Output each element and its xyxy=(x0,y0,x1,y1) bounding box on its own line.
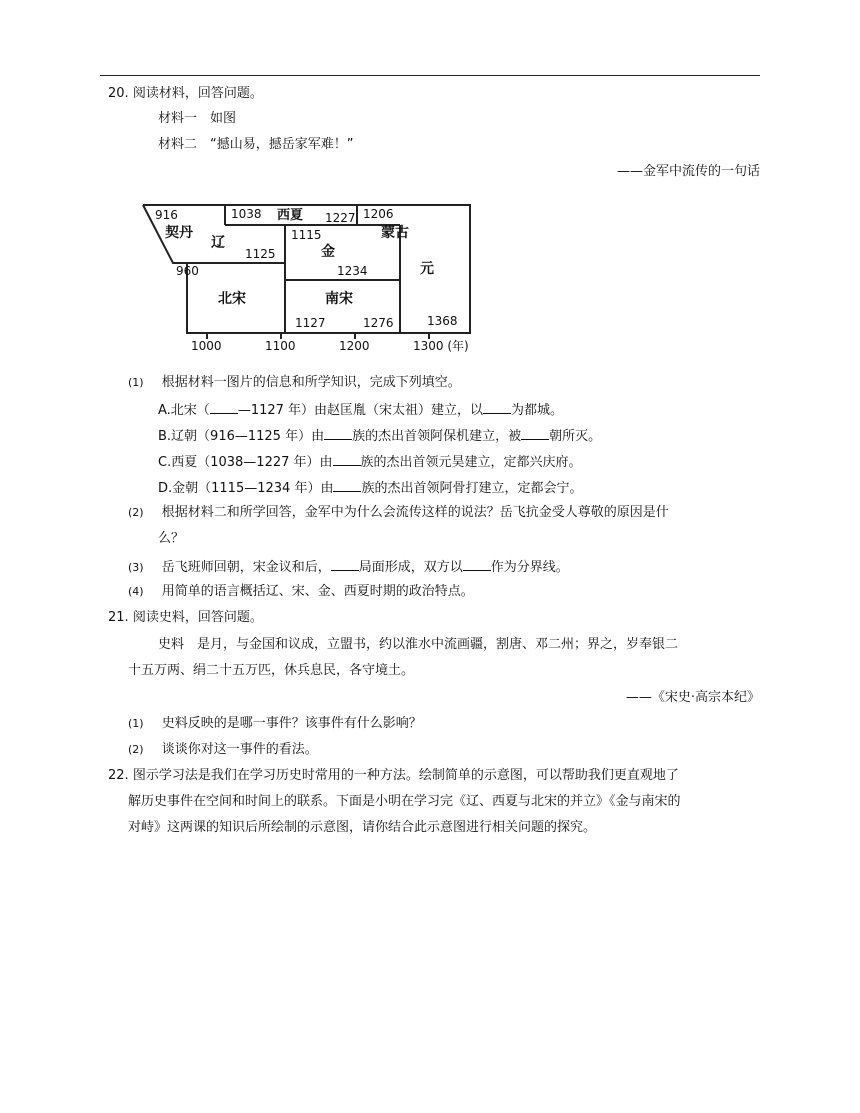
label-beisong: 北宋 xyxy=(218,291,246,307)
axis-tick-1200: 1200 xyxy=(339,339,370,353)
question-text: 图示学习法是我们在学习历史时常用的一种方法。绘制简单的示意图，可以帮助我们更直观地了 xyxy=(132,768,679,783)
sub-text: 根据材料二和所学回答，金军中为什么会流传这样的说法？岳飞抗金受人尊敬的原因是什 xyxy=(161,505,669,520)
q21-source-citation: ——《宋史·高宗本纪》 xyxy=(625,690,760,705)
material-2-source: ——金军中流传的一句话 xyxy=(616,164,760,179)
fill-text: 朝所灭。 xyxy=(549,429,602,444)
q20-sub1-d xyxy=(158,478,582,498)
question-number: 20. xyxy=(108,86,129,101)
q20-sub2 xyxy=(128,504,669,522)
label-1234: 1234 xyxy=(337,264,368,278)
dynasty-timeline-diagram xyxy=(135,195,485,355)
label-qidan: 契丹 xyxy=(165,225,193,241)
fill-text: A.北宋（ xyxy=(158,403,210,418)
label-1227: 1227 xyxy=(325,211,356,225)
material-1: 材料一 如图 xyxy=(158,111,237,126)
q20-sub3 xyxy=(128,557,569,577)
sub-text: 谈谈你对这一事件的看法。 xyxy=(161,742,318,757)
axis-tick-1100: 1100 xyxy=(265,339,296,353)
q20-sub4 xyxy=(128,583,474,601)
label-1206: 1206 xyxy=(363,207,394,221)
question-number: 21. xyxy=(108,610,129,625)
sub-number: (2) xyxy=(128,743,144,756)
label-liao: 辽 xyxy=(211,235,225,251)
material-2: 材料二 “撼山易，撼岳家军难！” xyxy=(158,137,354,152)
label-menggu: 蒙古 xyxy=(381,225,409,241)
question-22-cont-1: 解历史事件在空间和时间上的联系。下面是小明在学习完《辽、西夏与北宋的并立》《金与南宋的 xyxy=(128,794,681,809)
q20-sub1-a xyxy=(158,400,563,420)
q21-source-text-2: 十五万两、绢二十五万匹，休兵息民，各守境土。 xyxy=(128,663,415,678)
answer-blank[interactable] xyxy=(521,426,549,440)
answer-blank[interactable] xyxy=(333,452,361,466)
question-22 xyxy=(108,767,679,785)
q20-sub1-b xyxy=(158,426,601,446)
label-nansong: 南宋 xyxy=(325,291,353,307)
label-yuan: 元 xyxy=(420,261,434,277)
label-xixia: 西夏 xyxy=(277,208,304,223)
q21-sub2 xyxy=(128,741,318,759)
sub-number: (3) xyxy=(128,561,144,574)
question-22-cont-2: 对峙》这两课的知识后所绘制的示意图，请你结合此示意图进行相关问题的探究。 xyxy=(128,820,597,835)
q20-sub1-c xyxy=(158,452,582,472)
sub-number: (1) xyxy=(128,376,144,389)
fill-text: 作为分界线。 xyxy=(490,560,569,575)
answer-blank[interactable] xyxy=(210,400,238,414)
q20-sub2-cont: 么？ xyxy=(158,531,185,546)
question-20-header xyxy=(108,85,263,103)
question-21-header xyxy=(108,609,263,627)
sub-text: 史料反映的是哪一事件？该事件有什么影响？ xyxy=(161,716,422,731)
label-1127: 1127 xyxy=(295,316,326,330)
answer-blank[interactable] xyxy=(333,478,361,492)
question-prompt: 阅读史料，回答问题。 xyxy=(132,610,263,625)
fill-text: 族的杰出首领阿骨打建立，定都会宁。 xyxy=(361,481,583,496)
label-1368: 1368 xyxy=(427,314,458,328)
label-1125: 1125 xyxy=(245,247,276,261)
label-1038: 1038 xyxy=(231,207,262,221)
fill-text: 族的杰出首领阿保机建立，被 xyxy=(352,429,522,444)
fill-text: 族的杰出首领元昊建立，定都兴庆府。 xyxy=(360,455,582,470)
question-prompt: 阅读材料，回答问题。 xyxy=(132,86,263,101)
answer-blank[interactable] xyxy=(331,557,359,571)
fill-text: 局面形成，双方以 xyxy=(358,560,463,575)
question-number: 22. xyxy=(108,768,129,783)
sub-text: 用简单的语言概括辽、宋、金、西夏时期的政治特点。 xyxy=(161,584,474,599)
fill-text: 为都城。 xyxy=(511,403,564,418)
fill-text: B.辽朝（916—1125 年）由 xyxy=(158,429,325,444)
axis-tick-1300: 1300 (年) xyxy=(413,339,469,353)
label-jin: 金 xyxy=(321,244,335,260)
answer-blank[interactable] xyxy=(463,557,491,571)
q21-sub1 xyxy=(128,715,422,733)
answer-blank[interactable] xyxy=(324,426,352,440)
fill-text: —1127 年）由赵匡胤（宋太祖）建立，以 xyxy=(237,403,484,418)
label-916: 916 xyxy=(155,208,178,222)
label-1115: 1115 xyxy=(291,228,322,242)
q20-sub1 xyxy=(128,374,461,392)
sub-text: 根据材料一图片的信息和所学知识，完成下列填空。 xyxy=(161,375,461,390)
sub-number: (2) xyxy=(128,506,144,519)
label-1276: 1276 xyxy=(363,316,394,330)
answer-blank[interactable] xyxy=(483,400,511,414)
axis-tick-1000: 1000 xyxy=(191,339,222,353)
sub-number: (1) xyxy=(128,717,144,730)
sub-number: (4) xyxy=(128,585,144,598)
label-960: 960 xyxy=(176,264,199,278)
fill-text: 岳飞班师回朝，宋金议和后， xyxy=(161,560,331,575)
q21-source-text-1: 史料 是月，与金国和议成，立盟书，约以淮水中流画疆，割唐、邓二州；界之，岁奉银二 xyxy=(158,637,679,652)
fill-text: D.金朝（1115—1234 年）由 xyxy=(158,481,334,496)
top-rule xyxy=(100,75,760,76)
fill-text: C.西夏（1038—1227 年）由 xyxy=(158,455,333,470)
